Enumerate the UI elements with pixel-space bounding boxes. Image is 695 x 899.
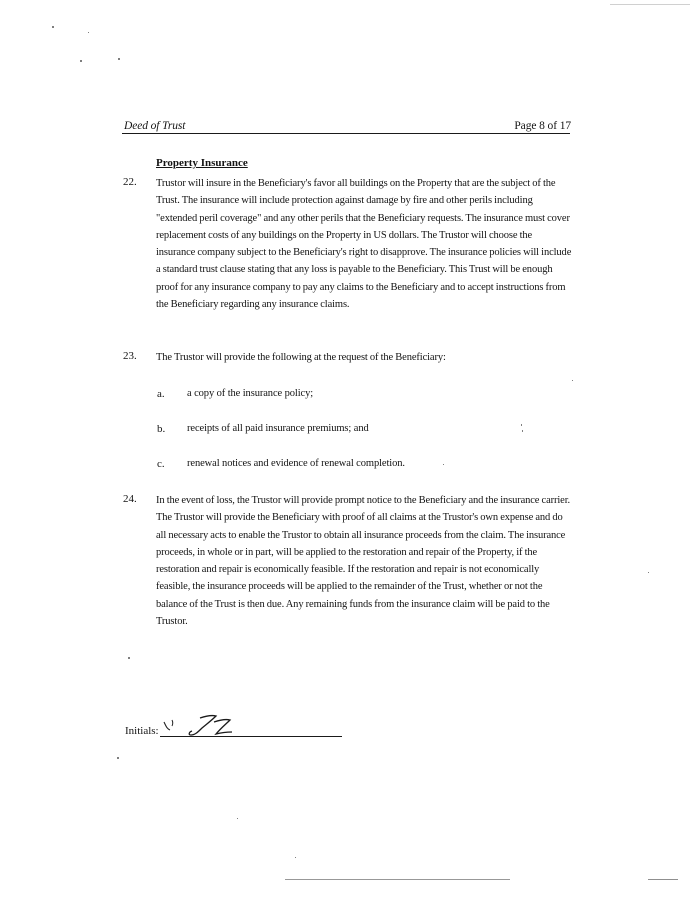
scan-speck	[522, 430, 523, 432]
scan-speck	[648, 572, 649, 573]
scan-artifact-line	[285, 879, 510, 880]
initials-line	[160, 736, 342, 737]
paragraph-text: In the event of loss, the Trustor will provide prompt notice to the Beneficiary and the insurance carrier. The Trustor will provide the Beneficiary with proof of all claims at the Trustor's own expense and do all necessary acts to enable the Trustor to obtain all insurance proceeds from the claim. The insurance proceeds, in whole or in part, will be applied to the restoration and repair of the Property, if the restoration and repair is economically feasible. If the restoration and repair is not economically feasible, the insurance proceeds will be applied to the remainder of the Trust, whether or not the balance of the Trust is then due. Any remaining funds from the insurance claim will be paid to the Trustor.	[156, 495, 571, 628]
scan-speck	[521, 424, 522, 426]
list-item-letter: c.	[157, 458, 165, 470]
header-divider	[122, 133, 570, 134]
paragraph-number: 23.	[123, 350, 137, 362]
page-number: Page 8 of 17	[514, 120, 571, 132]
scan-speck	[128, 657, 130, 659]
paragraph-number: 24.	[123, 493, 137, 505]
document-title: Deed of Trust	[124, 120, 186, 132]
paragraph-text: The Trustor will provide the following at the request of the Beneficiary:	[156, 352, 446, 363]
scan-speck	[237, 818, 238, 819]
scan-speck	[117, 757, 119, 759]
paragraph-text: Trustor will insure in the Beneficiary's favor all buildings on the Property that are the subject of the Trust. The insurance will include protection against damage by fire and other perils including "extended peril coverage" and any other perils that the Beneficiary requests. The insurance must cover replacement costs of any buildings on the Property in US dollars. The Trustor will choose the insurance company subject to the Beneficiary's right to disapprove. The insurance policies will include a standard trust clause stating that any loss is payable to the Beneficiary. This Trust will be enough proof for any insurance company to pay any claims to the Beneficiary and to accept instructions from the Beneficiary regarding any insurance claims.	[156, 178, 572, 311]
scan-speck	[52, 26, 54, 28]
list-item-text: renewal notices and evidence of renewal completion.	[187, 458, 405, 469]
scan-speck	[118, 58, 120, 60]
paragraph-number: 22.	[123, 176, 137, 188]
section-heading: Property Insurance	[156, 157, 248, 169]
list-item-letter: b.	[157, 423, 166, 435]
scan-speck	[88, 32, 89, 33]
list-item-letter: a.	[157, 388, 165, 400]
scan-speck	[443, 464, 444, 465]
scan-artifact-line	[610, 4, 690, 5]
scan-speck	[572, 380, 573, 381]
scan-artifact-line	[648, 879, 678, 880]
scan-speck	[295, 857, 296, 858]
list-item-text: receipts of all paid insurance premiums; and	[187, 423, 369, 434]
list-item-text: a copy of the insurance policy;	[187, 388, 314, 399]
scan-speck	[80, 60, 82, 62]
initials-label: Initials:	[125, 725, 159, 737]
